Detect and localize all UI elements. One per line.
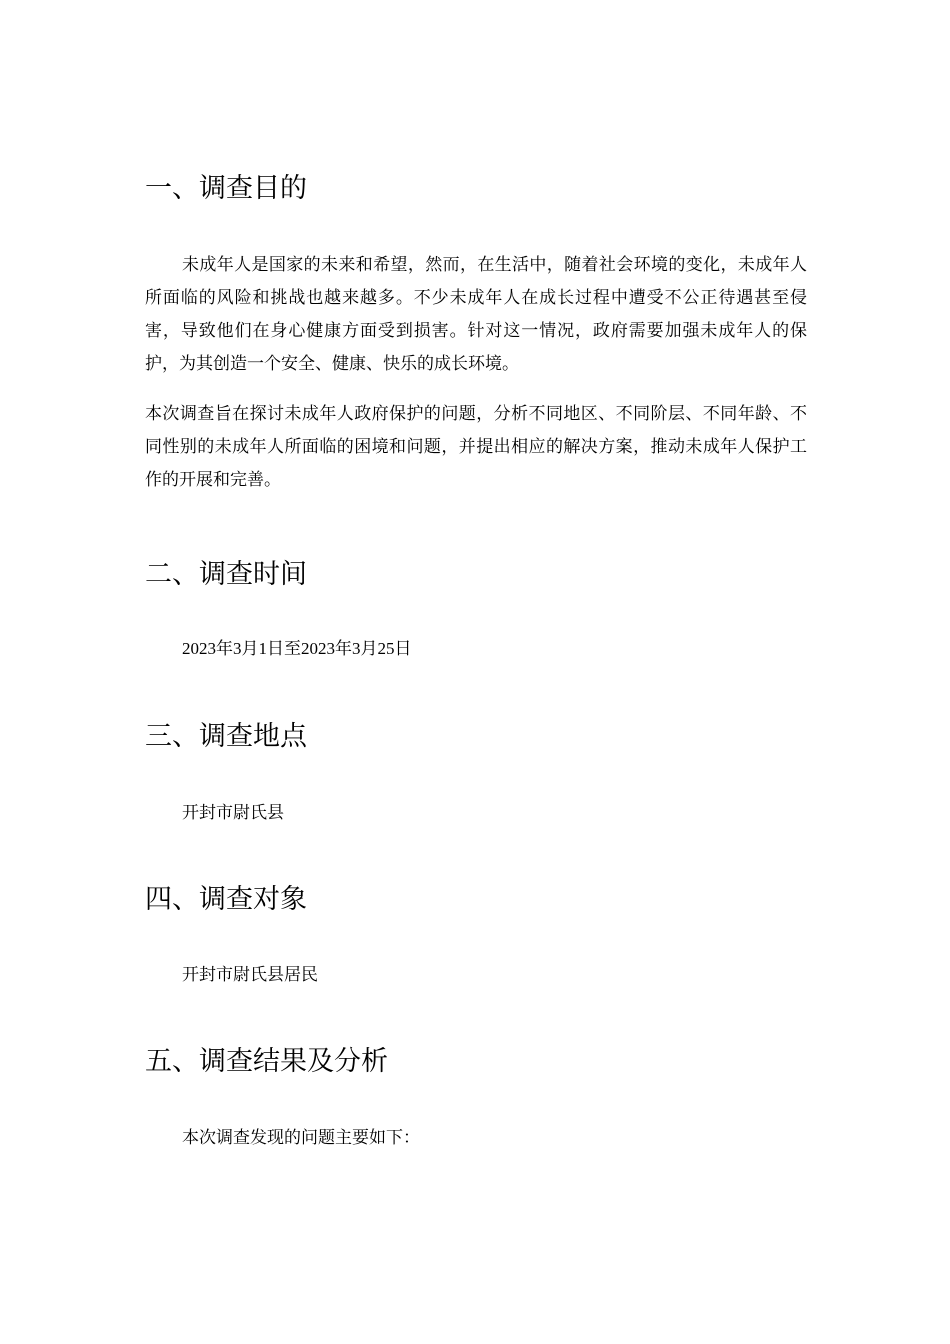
purpose-paragraph-2: 本次调查旨在探讨未成年人政府保护的问题，分析不同地区、不同阶层、不同年龄、不同性别的未成年人所面临的困境和问题，并提出相应的解决方案，推动未成年人保护工作的开展和完善。 bbox=[145, 404, 807, 489]
section-heading-location: 三、调查地点 bbox=[145, 721, 307, 752]
section-heading-results: 五、调查结果及分析 bbox=[145, 1046, 388, 1077]
purpose-paragraph-1: 未成年人是国家的未来和希望，然而，在生活中，随着社会环境的变化，未成年人所面临的风险和挑战也越来越多。不少未成年人在成长过程中遭受不公正待遇甚至侵害，导致他们在身心健康方面受到损害。针对这一情况，政府需要加强未成年人的保护，为其创造一个安全、健康、快乐的成长环境。 bbox=[145, 255, 807, 373]
survey-results-intro: 本次调查发现的问题主要如下： bbox=[182, 1128, 420, 1147]
section-heading-subjects: 四、调查对象 bbox=[145, 884, 307, 915]
survey-time-text: 2023年3月1日至2023年3月25日 bbox=[182, 639, 412, 658]
survey-location-text: 开封市尉氏县 bbox=[182, 803, 284, 822]
survey-subjects-text: 开封市尉氏县居民 bbox=[182, 965, 318, 984]
section-heading-purpose: 一、调查目的 bbox=[145, 173, 307, 204]
section-heading-time: 二、调查时间 bbox=[145, 559, 307, 590]
